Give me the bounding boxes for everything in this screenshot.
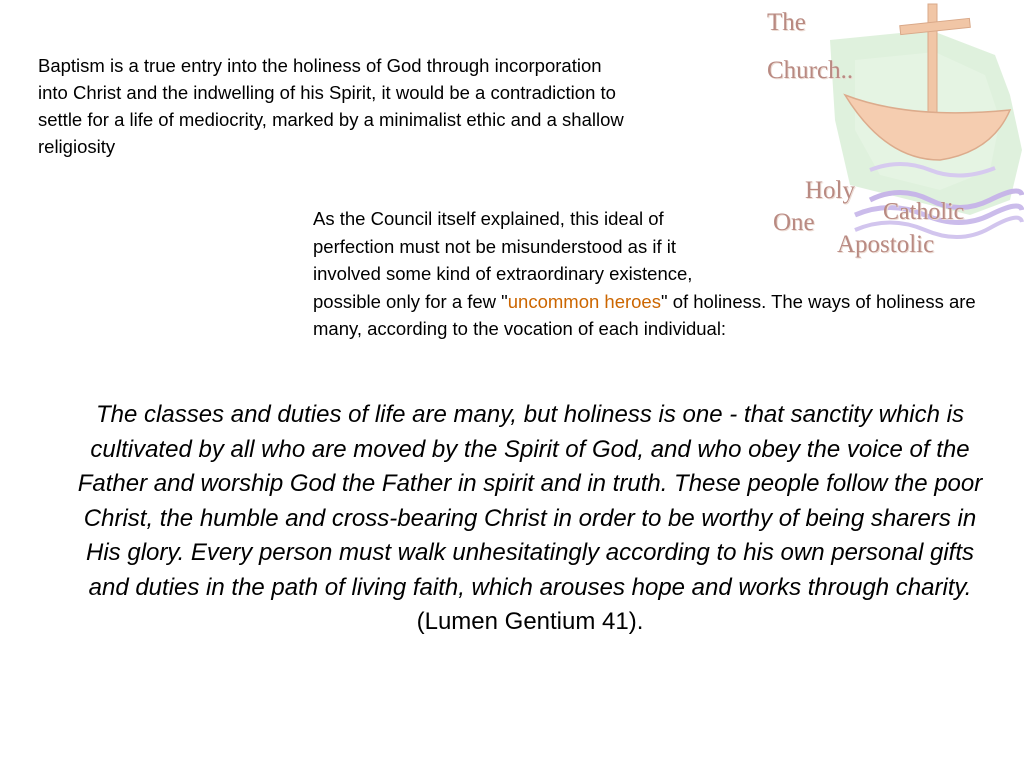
logo-word-catholic: Catholic bbox=[883, 199, 965, 225]
logo-word-one: One bbox=[773, 209, 815, 236]
quote-citation: (Lumen Gentium 41). bbox=[416, 608, 644, 635]
uncommon-heroes-highlight: uncommon heroes bbox=[507, 290, 661, 312]
baptism-paragraph: Baptism is a true entry into the holiness of God through incorporation into Christ and the indwelling of his Spirit, it would be a contradiction to settle for a life of mediocrity, marked by a minimalist ethic and a shallow religiosity bbox=[38, 55, 624, 157]
council-paragraph bbox=[313, 205, 1003, 343]
logo-word-holy: Holy bbox=[805, 177, 855, 204]
council-paragraph-end: " of holiness. The ways of holiness are many, according to the vocation of each individual: bbox=[313, 290, 976, 339]
logo-word-church: Church.. bbox=[767, 57, 854, 84]
quote-text: The classes and duties of life are many, but holiness is one - that sanctity which is cultivated by all who are moved by the Spirit of God, and who obey the voice of the Father and worship God the Father in spirit and in truth. These people follow the poor Christ, the humble and cross-bearing Christ in order to be worthy of being sharers in His glory. Every person must walk unhesitatingly according to his own personal gifts and duties in the path of living faith, which arouses hope and works through charity. bbox=[77, 401, 983, 601]
council-paragraph-start: As the Council itself explained, this ideal of perfection must not be misunderstood as if it involved some kind of extraordinary existence, possible only for a few " bbox=[313, 208, 693, 312]
logo-word-the: The bbox=[767, 9, 806, 36]
lumen-gentium-quote bbox=[70, 398, 990, 640]
logo-word-apostolic: Apostolic bbox=[837, 231, 935, 258]
